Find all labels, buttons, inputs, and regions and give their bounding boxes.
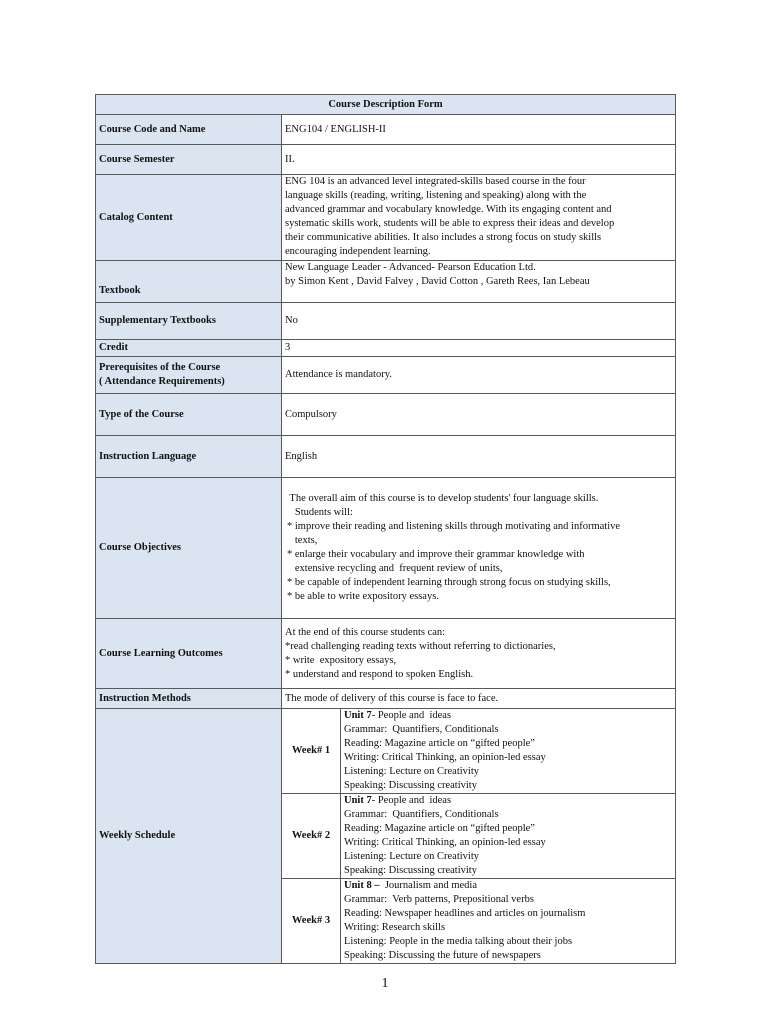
prerequisites-value: Attendance is mandatory. [282,357,676,394]
catalog-content-value [282,175,676,261]
objective-line: Students will: [287,507,353,518]
learning-outcomes-label: Course Learning Outcomes [96,619,282,689]
week-line: Writing: Critical Thinking, an opinion-led essay [344,752,546,763]
week-line: Reading: Magazine article on “gifted people” [344,823,535,834]
unit-title: Unit 8 – [344,880,380,891]
unit-topic: Journalism and media [379,880,477,891]
course-type-label: Type of the Course [96,394,282,436]
instruction-methods-label: Instruction Methods [96,689,282,709]
week-line: Listening: Lecture on Creativity [344,851,480,862]
credit-value: 3 [282,340,676,357]
instruction-language-value: English [282,436,676,478]
outcome-line: At the end of this course students can: [285,626,446,638]
course-description-table [95,94,676,964]
objective-line: extensive recycling and frequent review of units, [287,563,503,574]
textbook-line: New Language Leader - Advanced- Pearson Education Ltd. [285,262,536,273]
week-label: Week# 2 [282,794,341,879]
outcome-line: * understand and respond to spoken English. [285,668,474,680]
page-number: 1 [381,976,389,991]
weekly-schedule-value [282,709,676,964]
objective-line: texts, [287,535,318,546]
week-line: Speaking: Discussing the future of newspapers [344,950,541,961]
week-line: Listening: Lecture on Creativity [344,766,480,777]
catalog-line: their communicative abilities. It also includes a strong focus on study skills [285,232,602,243]
outcome-line: *read challenging reading texts without referring to dictionaries, [285,640,556,652]
weekly-schedule-label: Weekly Schedule [96,709,282,964]
unit-heading [344,794,672,808]
course-code-value: ENG104 / ENGLISH-II [282,115,676,145]
catalog-line: ENG 104 is an advanced level integrated-skills based course in the four [285,176,586,187]
week-line: Listening: People in the media talking about their jobs [344,936,573,947]
week-line: Grammar: Verb patterns, Prepositional verbs [344,894,534,905]
objective-line: * be able to write expository essays. [287,591,439,602]
instruction-language-label: Instruction Language [96,436,282,478]
week-line: Reading: Newspaper headlines and articles on journalism [344,908,586,919]
catalog-line: systematic skills work, students will be able to express their ideas and develop [285,218,615,229]
course-code-label: Course Code and Name [96,115,282,145]
course-semester-label: Course Semester [96,145,282,175]
catalog-line: language skills (reading, writing, listening and speaking) along with the [285,190,587,201]
week-label: Week# 1 [282,709,341,794]
objective-line: * be capable of independent learning through strong focus on studying skills, [287,577,611,588]
week-content [341,709,676,794]
textbook-line: by Simon Kent , David Falvey , David Cotton , Gareth Rees, Ian Lebeau [285,276,590,287]
form-title: Course Description Form [96,95,676,115]
course-semester-value: II. [282,145,676,175]
textbook-value [282,261,676,303]
week-line: Grammar: Quantifiers, Conditionals [344,809,499,820]
course-objectives-label: Course Objectives [96,478,282,619]
catalog-line: encouraging independent learning. [285,246,431,257]
unit-topic: - People and ideas [371,795,452,806]
textbook-label: Textbook [96,261,282,303]
outcome-line: * write expository essays, [285,654,397,666]
supplementary-label: Supplementary Textbooks [96,303,282,340]
prerequisites-label-line: ( Attendance Requirements) [99,376,225,387]
course-type-value: Compulsory [282,394,676,436]
credit-label: Credit [96,340,282,357]
unit-topic: - People and ideas [371,710,452,721]
prerequisites-label-line: Prerequisites of the Course [99,362,221,373]
course-objectives-value [282,478,676,619]
week-line: Writing: Research skills [344,922,446,933]
learning-outcomes-value [282,619,676,689]
week-content [341,879,676,964]
week-line: Grammar: Quantifiers, Conditionals [344,724,499,735]
objective-line: The overall aim of this course is to develop students' four language skills. [287,493,599,504]
week-line: Speaking: Discussing creativity [344,865,477,876]
instruction-methods-value: The mode of delivery of this course is face to face. [282,689,676,709]
week-content [341,794,676,879]
week-line: Writing: Critical Thinking, an opinion-led essay [344,837,546,848]
prerequisites-label [96,357,282,394]
week-label: Week# 3 [282,879,341,964]
unit-heading [344,879,672,893]
week-line: Speaking: Discussing creativity [344,780,477,791]
objective-line: * enlarge their vocabulary and improve their grammar knowledge with [287,549,585,560]
supplementary-value: No [282,303,676,340]
catalog-content-label: Catalog Content [96,175,282,261]
unit-title: Unit 7 [344,795,372,806]
week-line: Reading: Magazine article on “gifted people” [344,738,535,749]
weekly-schedule-table [282,709,675,963]
unit-heading [344,709,672,723]
objective-line: * improve their reading and listening skills through motivating and informative [287,521,621,532]
catalog-line: advanced grammar and vocabulary knowledge. With its engaging content and [285,204,612,215]
unit-title: Unit 7 [344,710,372,721]
